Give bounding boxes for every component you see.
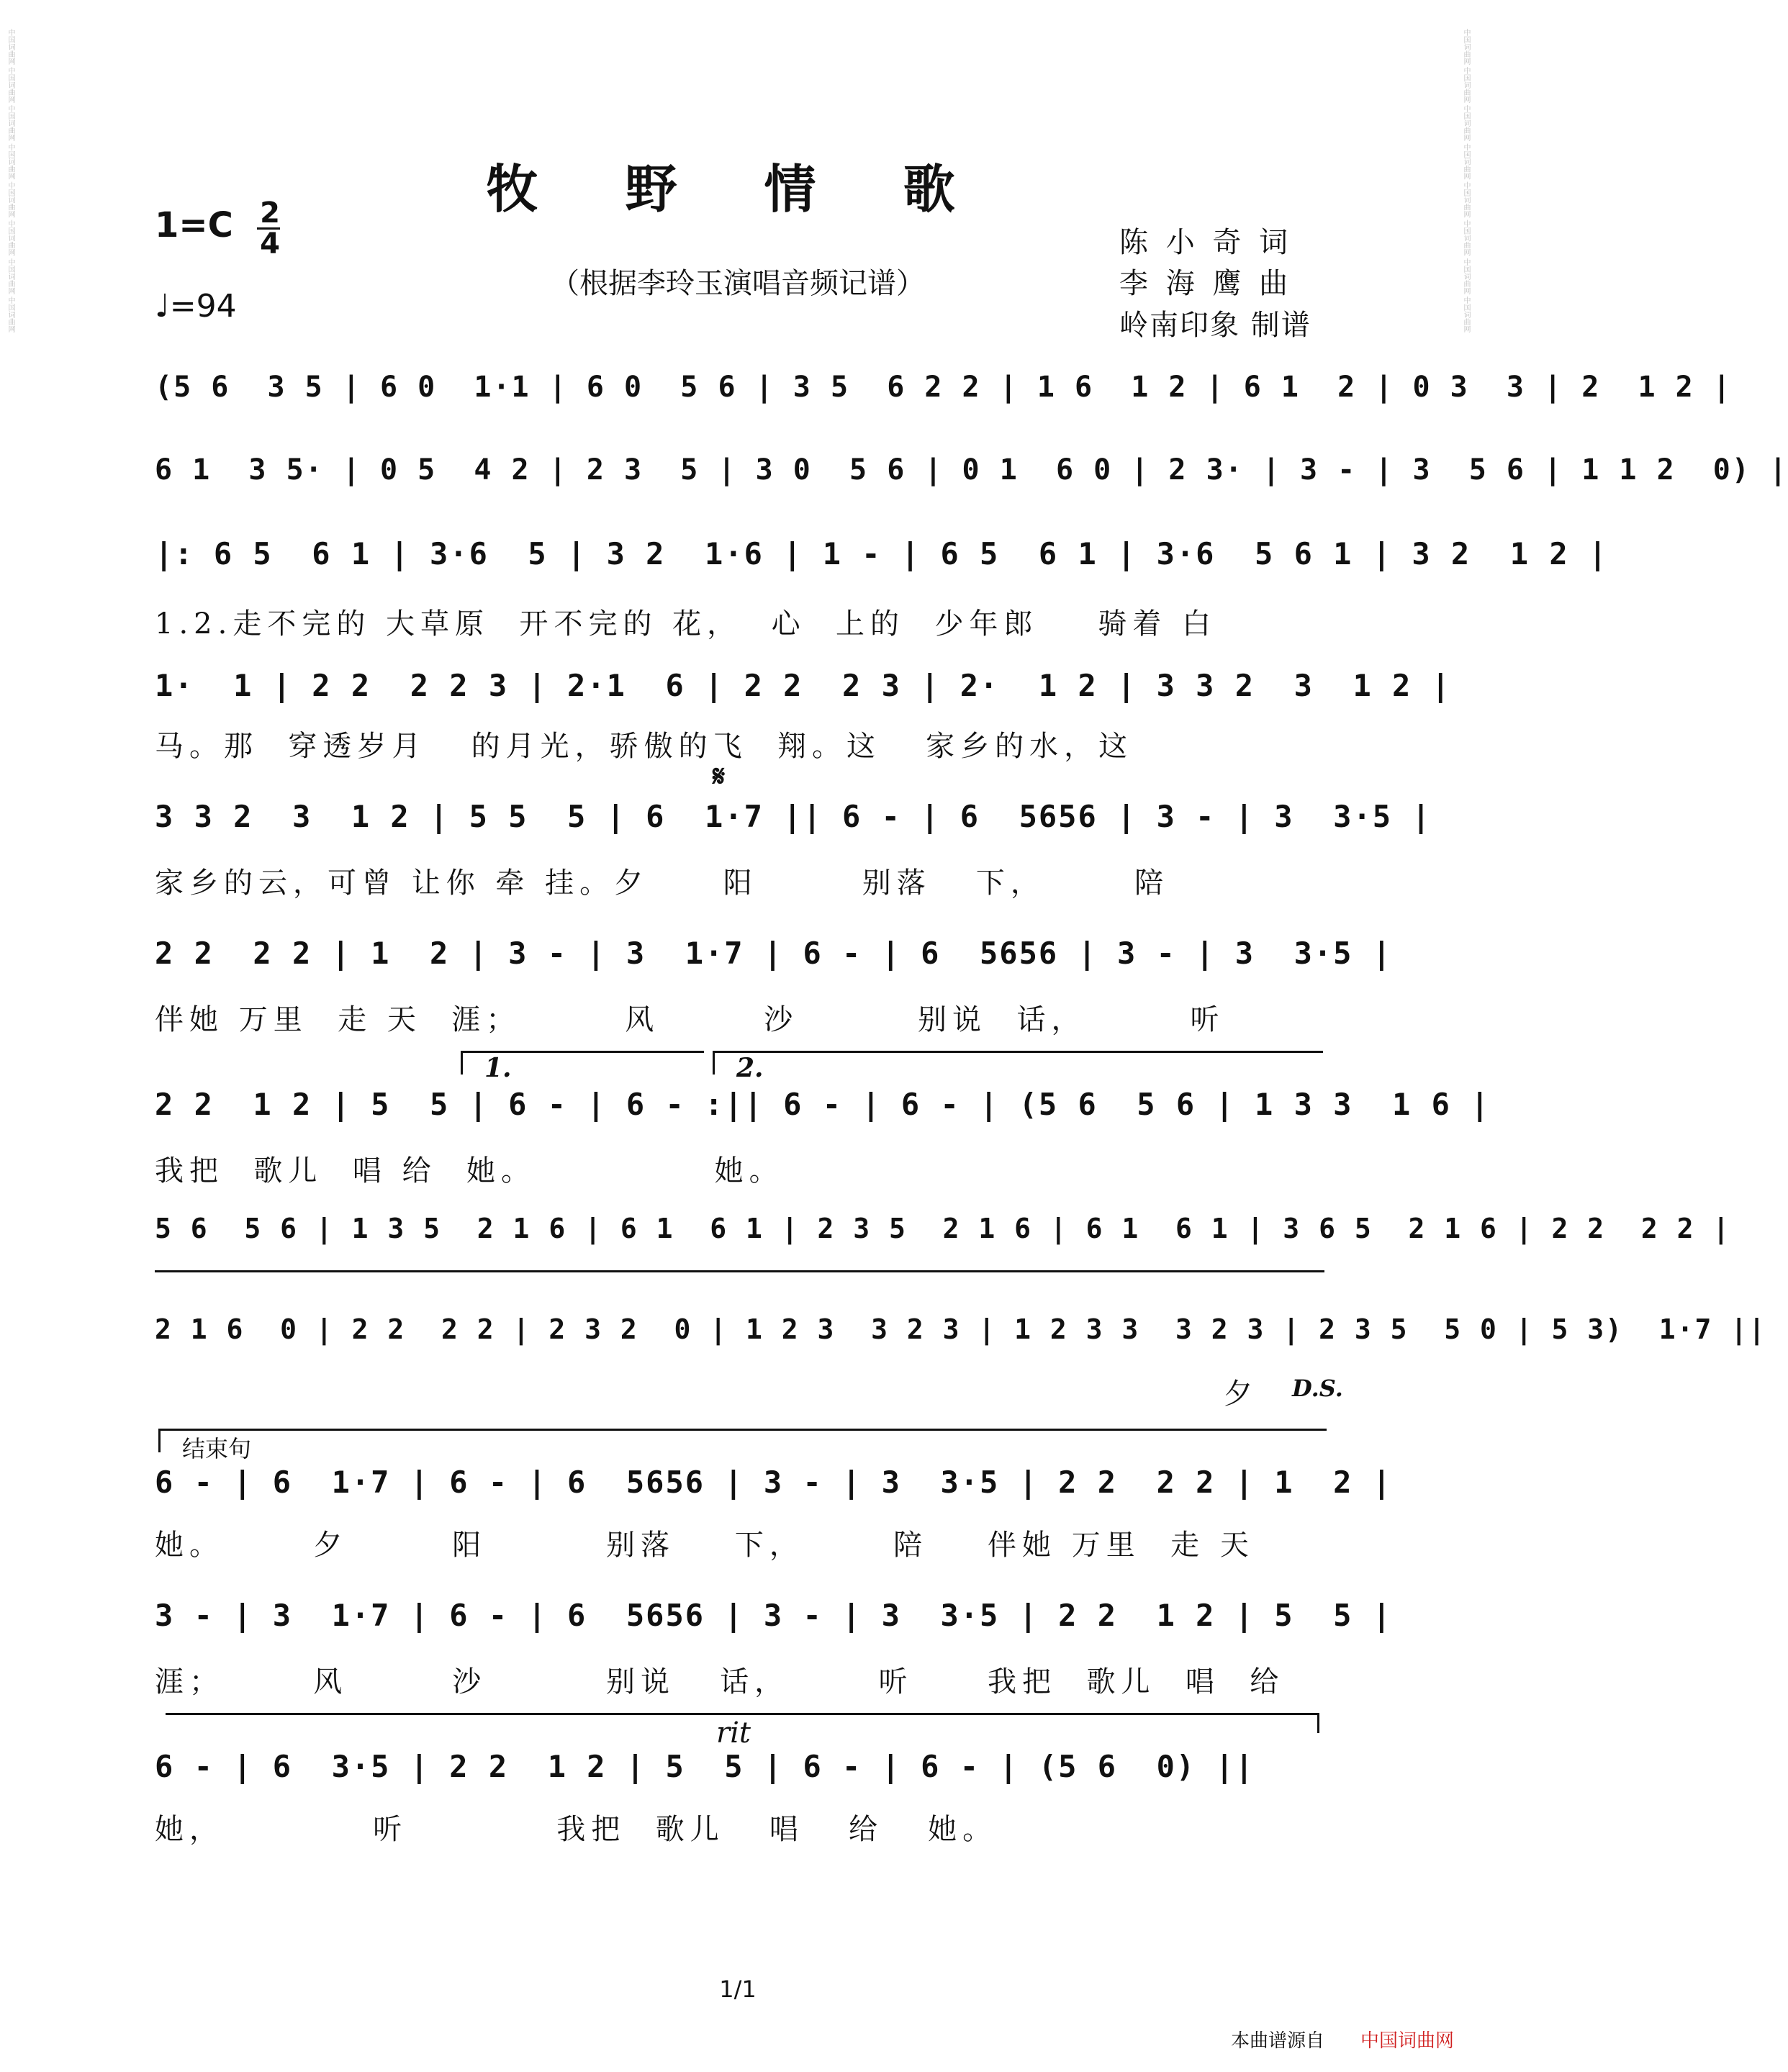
composer: 李 海 鹰 曲 — [1119, 267, 1293, 300]
divider — [155, 1270, 1324, 1272]
key-signature: 1=C — [155, 205, 233, 245]
lyric-line: 她， 听 我把 歌儿 唱 给 她。 — [155, 1813, 998, 1846]
score-line: |: 6 5 6 1 | 3·6 5 | 3 2 1·6 | 1 - | 6 5 6 1 | 3·6 5 6 1 | 3 2 1 2 | — [155, 536, 1609, 571]
score-line: 6 - | 6 3·5 | 2 2 1 2 | 5 5 | 6 - | 6 - | (5 6 0) || — [155, 1749, 1255, 1784]
score-line: 3 - | 3 1·7 | 6 - | 6 5656 | 3 - | 3 3·5 | 2 2 1 2 | 5 5 | — [155, 1598, 1393, 1633]
page-number: 1/1 — [719, 1976, 757, 2003]
final-bracket — [166, 1713, 1319, 1733]
edge-watermark-left: 中国词曲网 中国词曲网 中国词曲网 中国词曲网 中国词曲网 中国词曲网 中国词曲网 中国词曲网 — [6, 29, 14, 333]
score-line: 3 3 2 3 1 2 | 5 5 5 | 6 1·7 || 6 - | 6 5656 | 3 - | 3 3·5 | — [155, 799, 1432, 834]
lyric-line: 涯； 风 沙 别说 话， 听 我把 歌儿 唱 给 — [155, 1665, 1285, 1698]
volta-2-label: 2. — [736, 1053, 764, 1083]
time-signature — [257, 196, 283, 261]
rit-mark: rit — [716, 1716, 751, 1750]
ending-label: 结束句 — [182, 1435, 252, 1462]
score-line: 6 - | 6 1·7 | 6 - | 6 5656 | 3 - | 3 3·5 | 2 2 2 2 | 1 2 | — [155, 1465, 1393, 1500]
lyric-line: 马。那 穿透岁月 的月光，骄傲的飞 翔。这 家乡的水，这 — [155, 730, 1134, 763]
tempo-mark: ♩=94 — [155, 288, 237, 325]
score-line: 6 1 3 5· | 0 5 4 2 | 2 3 5 | 3 0 5 6 | 0 1 6 0 | 2 3· | 3 - | 3 5 6 | 1 1 2 0) | — [155, 453, 1788, 487]
ending-bracket — [158, 1429, 1327, 1462]
site-link[interactable]: 中国词曲网 — [1360, 2030, 1455, 2052]
time-top: 2 — [260, 196, 280, 230]
volta-1-label: 1. — [484, 1053, 512, 1083]
song-title: 牧 野 情 歌 — [486, 158, 990, 220]
source-label: 本曲谱源自 — [1231, 2030, 1325, 2052]
ds-syllable: 夕 — [1224, 1377, 1258, 1411]
score-line: 2 1 6 0 | 2 2 2 2 | 2 3 2 0 | 1 2 3 3 2 3 | 1 2 3 3 3 2 3 | 2 3 5 5 0 | 5 3) 1·7 || — [155, 1313, 1767, 1345]
lyricist: 陈 小 奇 词 — [1119, 226, 1293, 259]
subtitle: （根据李玲玉演唱音频记谱） — [551, 267, 925, 300]
score-line: 2 2 2 2 | 1 2 | 3 - | 3 1·7 | 6 - | 6 5656 | 3 - | 3 3·5 | — [155, 936, 1393, 971]
score-line: (5 6 3 5 | 6 0 1·1 | 6 0 5 6 | 3 5 6 2 2 | 1 6 1 2 | 6 1 2 | 0 3 3 | 2 1 2 | — [155, 371, 1732, 404]
ds-mark: D.S. — [1292, 1375, 1343, 1402]
edge-watermark-right: 中国词曲网 中国词曲网 中国词曲网 中国词曲网 中国词曲网 中国词曲网 中国词曲网 中国词曲网 — [1462, 29, 1470, 333]
segno-sign: 𝄋 — [713, 759, 726, 793]
score-line: 2 2 1 2 | 5 5 | 6 - | 6 - :|| 6 - | 6 - | (5 6 5 6 | 1 3 3 1 6 | — [155, 1087, 1491, 1122]
score-line: 5 6 5 6 | 1 3 5 2 1 6 | 6 1 6 1 | 2 3 5 2 1 6 | 6 1 6 1 | 3 6 5 2 1 6 | 2 2 2 2 | — [155, 1213, 1731, 1244]
lyric-line: 家乡的云，可曾 让你 牵 挂。夕 阳 别落 下， 陪 — [155, 867, 1170, 900]
lyric-line: 1.2.走不完的 大草原 开不完的 花， 心 上的 少年郎 骑着 白 — [155, 607, 1217, 641]
arranger: 岭南印象 制谱 — [1119, 309, 1311, 342]
lyric-line: 伴她 万里 走 天 涯； 风 沙 别说 话， 听 — [155, 1003, 1225, 1036]
lyric-line: 她。 夕 阳 别落 下， 陪 伴她 万里 走 天 — [155, 1529, 1255, 1562]
score-line: 1· 1 | 2 2 2 2 3 | 2·1 6 | 2 2 2 3 | 2· 1 2 | 3 3 2 3 1 2 | — [155, 668, 1451, 703]
time-bottom: 4 — [260, 227, 280, 261]
lyric-line: 我把 歌儿 唱 给 她。 她。 — [155, 1154, 784, 1187]
volta-bracket-1 — [461, 1051, 704, 1083]
volta-bracket-2 — [713, 1051, 1323, 1083]
